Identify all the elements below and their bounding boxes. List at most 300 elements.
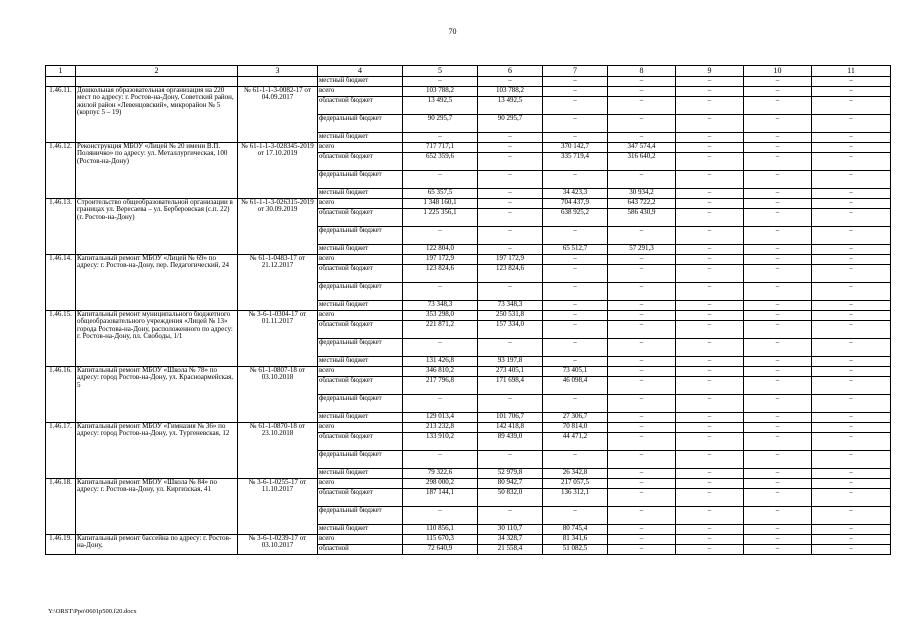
value-cell: –	[744, 357, 812, 367]
value-cell: 643 722,2	[608, 199, 676, 209]
value-cell: –	[812, 469, 891, 479]
table-row	[46, 255, 891, 265]
budget-table	[45, 65, 891, 555]
source-cell: областной бюджет	[318, 97, 403, 115]
table-row	[46, 143, 891, 153]
value-cell: –	[744, 171, 812, 189]
value-cell: –	[676, 97, 744, 115]
value-cell: –	[812, 143, 891, 153]
value-cell: –	[608, 115, 676, 133]
value-cell: –	[812, 433, 891, 451]
value-cell: –	[744, 339, 812, 357]
header-row	[46, 66, 891, 77]
value-cell: –	[478, 209, 543, 227]
value-cell: 30 110,7	[478, 525, 543, 535]
source-cell: федеральный бюджет	[318, 115, 403, 133]
value-cell: –	[676, 357, 744, 367]
value-cell: –	[608, 265, 676, 283]
value-cell: –	[812, 377, 891, 395]
value-cell: 157 334,0	[478, 321, 543, 339]
col-header: 5	[403, 66, 478, 77]
value-cell: –	[543, 115, 608, 133]
value-cell: –	[676, 377, 744, 395]
value-cell: –	[676, 535, 744, 545]
value-cell: –	[812, 357, 891, 367]
value-cell: –	[812, 199, 891, 209]
value-cell: –	[608, 535, 676, 545]
value-cell: –	[403, 339, 478, 357]
value-cell: –	[812, 339, 891, 357]
value-cell: –	[676, 255, 744, 265]
value-cell: –	[478, 451, 543, 469]
value-cell: –	[676, 265, 744, 283]
item-document: № 3-6-1-0255-17 от 11.10.2017	[238, 479, 318, 535]
item-document: № 3-6-1-0304-17 от 01.11.2017	[238, 311, 318, 367]
value-cell: –	[812, 535, 891, 545]
value-cell: 1 225 356,1	[403, 209, 478, 227]
value-cell: 717 717,1	[403, 143, 478, 153]
value-cell: –	[608, 545, 676, 555]
value-cell: 73 348,3	[403, 301, 478, 311]
value-cell: –	[812, 245, 891, 255]
value-cell: –	[812, 395, 891, 413]
value-cell: 217 057,5	[543, 479, 608, 489]
value-cell: –	[608, 433, 676, 451]
value-cell: –	[744, 545, 812, 555]
item-description: Капитальный ремонт МБОУ «Гимназия № 36» по адресу: город Ростов-на-Дону, ул. Тургеневская, 12	[76, 423, 238, 479]
value-cell: –	[676, 489, 744, 507]
value-cell: –	[744, 189, 812, 199]
source-cell: всего	[318, 423, 403, 433]
value-cell: –	[478, 189, 543, 199]
table-row	[46, 423, 891, 433]
value-cell: –	[676, 545, 744, 555]
value-cell: –	[676, 525, 744, 535]
source-cell: федеральный бюджет	[318, 171, 403, 189]
source-cell: всего	[318, 199, 403, 209]
value-cell: –	[744, 451, 812, 469]
value-cell: 129 013,4	[403, 413, 478, 423]
source-cell: местный бюджет	[318, 413, 403, 423]
table-row	[46, 311, 891, 321]
value-cell: 57 291,3	[608, 245, 676, 255]
source-cell: областной бюджет	[318, 321, 403, 339]
item-description: Реконструкция МБОУ «Лицей № 20 имени В.П. Поляничко» по адресу: ул. Металлургическая, 100 (Ростов-на-Дону)	[76, 143, 238, 199]
value-cell: 46 098,4	[543, 377, 608, 395]
source-cell: местный бюджет	[318, 133, 403, 143]
item-number: 1.46.16.	[46, 367, 76, 423]
item-document: № 61-1-1-3-026315-2019 от 30.09.2019	[238, 199, 318, 255]
value-cell: –	[744, 97, 812, 115]
value-cell: –	[543, 87, 608, 97]
value-cell: –	[812, 451, 891, 469]
value-cell: 335 719,4	[543, 153, 608, 171]
value-cell: –	[812, 171, 891, 189]
value-cell: 273 405,1	[478, 367, 543, 377]
value-cell: 65 357,5	[403, 189, 478, 199]
value-cell: 197 172,9	[478, 255, 543, 265]
value-cell: –	[676, 507, 744, 525]
value-cell: –	[608, 311, 676, 321]
value-cell: –	[403, 133, 478, 143]
value-cell: –	[676, 227, 744, 245]
value-cell: 122 804,0	[403, 245, 478, 255]
value-cell: –	[676, 311, 744, 321]
value-cell: 133 910,2	[403, 433, 478, 451]
value-cell: –	[676, 189, 744, 199]
value-cell: 44 471,2	[543, 433, 608, 451]
col-header: 6	[478, 66, 543, 77]
value-cell: –	[744, 301, 812, 311]
value-cell: 652 359,6	[403, 153, 478, 171]
source-cell: областной бюджет	[318, 377, 403, 395]
source-cell: местный бюджет	[318, 525, 403, 535]
page-number: 70	[448, 27, 457, 36]
value-cell: 26 342,8	[543, 469, 608, 479]
value-cell: 298 000,2	[403, 479, 478, 489]
value-cell: 101 706,7	[478, 413, 543, 423]
item-number: 1.46.19.	[46, 535, 76, 555]
value-cell: –	[812, 311, 891, 321]
source-cell: местный бюджет	[318, 357, 403, 367]
source-cell: всего	[318, 311, 403, 321]
value-cell: –	[608, 87, 676, 97]
value-cell: –	[812, 321, 891, 339]
source-cell: всего	[318, 367, 403, 377]
item-description: Капитальный ремонт бассейна по адресу: г. Ростов-на-Дону,	[76, 535, 238, 555]
item-number: 1.46.11.	[46, 87, 76, 143]
value-cell: 704 437,9	[543, 199, 608, 209]
value-cell: 65 512,7	[543, 245, 608, 255]
value-cell: –	[478, 507, 543, 525]
value-cell: –	[478, 227, 543, 245]
value-cell: –	[608, 301, 676, 311]
source-cell: федеральный бюджет	[318, 395, 403, 413]
value-cell: –	[676, 115, 744, 133]
value-cell: –	[676, 469, 744, 479]
value-cell: 187 144,1	[403, 489, 478, 507]
value-cell: –	[543, 77, 608, 87]
value-cell: 21 558,4	[478, 545, 543, 555]
value-cell: –	[543, 321, 608, 339]
value-cell: –	[608, 377, 676, 395]
value-cell: –	[608, 423, 676, 433]
value-cell: –	[744, 87, 812, 97]
value-cell: –	[543, 133, 608, 143]
value-cell: –	[608, 479, 676, 489]
col-header: 10	[744, 66, 812, 77]
value-cell: 51 082,5	[543, 545, 608, 555]
value-cell: 370 142,7	[543, 143, 608, 153]
value-cell: –	[744, 489, 812, 507]
value-cell: –	[676, 479, 744, 489]
value-cell: –	[812, 413, 891, 423]
value-cell: –	[812, 255, 891, 265]
value-cell: –	[676, 209, 744, 227]
value-cell: –	[812, 209, 891, 227]
value-cell: 131 426,8	[403, 357, 478, 367]
value-cell: –	[812, 423, 891, 433]
col-header: 2	[76, 66, 238, 77]
value-cell: 80 745,4	[543, 525, 608, 535]
value-cell: –	[478, 143, 543, 153]
value-cell: 34 328,7	[478, 535, 543, 545]
value-cell: –	[608, 77, 676, 87]
value-cell: –	[478, 153, 543, 171]
value-cell: –	[812, 265, 891, 283]
value-cell: –	[744, 255, 812, 265]
value-cell: 73 405,1	[543, 367, 608, 377]
value-cell: –	[812, 479, 891, 489]
source-cell: областной бюджет	[318, 209, 403, 227]
value-cell: –	[478, 283, 543, 301]
value-cell: –	[812, 153, 891, 171]
value-cell: –	[812, 545, 891, 555]
value-cell: –	[478, 245, 543, 255]
value-cell: –	[403, 283, 478, 301]
value-cell: 27 306,7	[543, 413, 608, 423]
source-cell: местный бюджет	[318, 469, 403, 479]
value-cell: –	[744, 245, 812, 255]
value-cell: –	[403, 395, 478, 413]
value-cell: –	[812, 283, 891, 301]
value-cell: –	[812, 97, 891, 115]
value-cell: –	[744, 525, 812, 535]
value-cell: –	[543, 357, 608, 367]
source-cell: всего	[318, 143, 403, 153]
value-cell: –	[543, 507, 608, 525]
value-cell: 34 423,3	[543, 189, 608, 199]
value-cell: –	[744, 199, 812, 209]
value-cell: –	[812, 301, 891, 311]
value-cell: 217 796,8	[403, 377, 478, 395]
value-cell: 1 348 160,1	[403, 199, 478, 209]
value-cell: 197 172,9	[403, 255, 478, 265]
value-cell: –	[478, 395, 543, 413]
source-cell: областной бюджет	[318, 153, 403, 171]
value-cell: –	[608, 339, 676, 357]
value-cell: –	[676, 283, 744, 301]
value-cell: –	[744, 227, 812, 245]
value-cell: 90 295,7	[478, 115, 543, 133]
value-cell: –	[608, 525, 676, 535]
table-row	[46, 77, 891, 87]
value-cell: –	[744, 209, 812, 227]
value-cell: –	[676, 367, 744, 377]
value-cell: –	[543, 227, 608, 245]
value-cell: –	[744, 535, 812, 545]
value-cell: –	[812, 227, 891, 245]
value-cell: –	[676, 301, 744, 311]
item-number: 1.46.15.	[46, 311, 76, 367]
source-cell: местный бюджет	[318, 245, 403, 255]
value-cell: 353 298,0	[403, 311, 478, 321]
value-cell: 316 640,2	[608, 153, 676, 171]
value-cell: –	[744, 367, 812, 377]
value-cell: –	[608, 489, 676, 507]
source-cell: федеральный бюджет	[318, 451, 403, 469]
value-cell: –	[608, 367, 676, 377]
value-cell: –	[744, 395, 812, 413]
value-cell: 79 322,6	[403, 469, 478, 479]
source-cell: областной бюджет	[318, 433, 403, 451]
item-number: 1.46.14.	[46, 255, 76, 311]
item-description: Капитальный ремонт МБОУ «Лицей № 69» по адресу: г. Ростов-на-Дону, пер. Педагогический, 24	[76, 255, 238, 311]
table-row	[46, 479, 891, 489]
value-cell: –	[676, 143, 744, 153]
value-cell: –	[744, 311, 812, 321]
col-header: 7	[543, 66, 608, 77]
value-cell: –	[608, 171, 676, 189]
item-number: 1.46.13.	[46, 199, 76, 255]
table-row	[46, 87, 891, 97]
value-cell: –	[608, 97, 676, 115]
value-cell: –	[744, 143, 812, 153]
value-cell: –	[608, 507, 676, 525]
value-cell: –	[608, 255, 676, 265]
item-description: Капитальный ремонт МБОУ «Школа № 84» по адресу: г. Ростов-на-Дону, ул. Киргизская, 41	[76, 479, 238, 535]
value-cell: –	[543, 283, 608, 301]
value-cell: –	[543, 339, 608, 357]
value-cell: 586 430,9	[608, 209, 676, 227]
value-cell: –	[478, 339, 543, 357]
value-cell: 70 814,0	[543, 423, 608, 433]
source-cell: всего	[318, 255, 403, 265]
value-cell: 52 979,8	[478, 469, 543, 479]
value-cell: –	[676, 133, 744, 143]
item-number: 1.46.17.	[46, 423, 76, 479]
value-cell: 346 810,2	[403, 367, 478, 377]
value-cell: 72 640,9	[403, 545, 478, 555]
item-description: Дошкольная образовательная организация на 220 мест по адресу: г. Ростов-на-Дону, Советский район, жилой район «Левенцовский», микрорайон № 5 (корпус 5 – 19)	[76, 87, 238, 143]
table-row	[46, 535, 891, 545]
item-document: № 61-1-0870-18 от 23.10.2018	[238, 423, 318, 479]
footer-path: Y:\ORST\Ppo\0601p500.f20.docx	[48, 608, 137, 615]
source-cell: местный бюджет	[318, 189, 403, 199]
value-cell: –	[403, 451, 478, 469]
value-cell: –	[812, 115, 891, 133]
col-header: 8	[608, 66, 676, 77]
value-cell: 73 348,3	[478, 301, 543, 311]
value-cell: 142 418,8	[478, 423, 543, 433]
value-cell: 115 670,3	[403, 535, 478, 545]
value-cell: –	[676, 171, 744, 189]
value-cell: –	[608, 469, 676, 479]
item-document: № 61-1-1-3-028345-2019 от 17.10.2019	[238, 143, 318, 199]
value-cell: –	[812, 525, 891, 535]
item-number: 1.46.12.	[46, 143, 76, 199]
source-cell: областной бюджет	[318, 489, 403, 507]
value-cell: –	[676, 153, 744, 171]
value-cell: –	[403, 171, 478, 189]
value-cell: –	[608, 395, 676, 413]
source-cell: местный бюджет	[318, 77, 403, 87]
value-cell: –	[812, 87, 891, 97]
value-cell: 171 698,4	[478, 377, 543, 395]
source-cell: федеральный бюджет	[318, 283, 403, 301]
value-cell: –	[478, 171, 543, 189]
value-cell: –	[608, 357, 676, 367]
source-cell: всего	[318, 479, 403, 489]
value-cell: 347 574,4	[608, 143, 676, 153]
value-cell: –	[812, 507, 891, 525]
value-cell: –	[744, 507, 812, 525]
source-cell: федеральный бюджет	[318, 339, 403, 357]
value-cell: –	[744, 265, 812, 283]
value-cell: 250 531,8	[478, 311, 543, 321]
value-cell: –	[676, 87, 744, 97]
col-header: 3	[238, 66, 318, 77]
value-cell: –	[744, 153, 812, 171]
value-cell: 93 197,8	[478, 357, 543, 367]
value-cell: 213 232,8	[403, 423, 478, 433]
value-cell: –	[676, 433, 744, 451]
value-cell: –	[676, 245, 744, 255]
value-cell: –	[744, 115, 812, 133]
col-header: 9	[676, 66, 744, 77]
value-cell: –	[812, 489, 891, 507]
value-cell: –	[543, 255, 608, 265]
item-description: Капитальный ремонт муниципального бюджетного общеобразовательного учреждения «Лицей № 13» города Ростова-на-Дону, расположенного по адресу: г. Ростов-на-Дону, пл. Свободы, 1/1	[76, 311, 238, 367]
value-cell: –	[478, 77, 543, 87]
value-cell: –	[744, 77, 812, 87]
value-cell: 123 824,6	[478, 265, 543, 283]
value-cell: –	[608, 413, 676, 423]
value-cell: 136 312,1	[543, 489, 608, 507]
value-cell: –	[403, 77, 478, 87]
col-header: 11	[812, 66, 891, 77]
value-cell: –	[543, 171, 608, 189]
value-cell: 110 856,1	[403, 525, 478, 535]
value-cell: 81 341,6	[543, 535, 608, 545]
value-cell: 30 934,2	[608, 189, 676, 199]
value-cell: –	[676, 413, 744, 423]
value-cell: –	[608, 451, 676, 469]
value-cell: –	[744, 469, 812, 479]
value-cell: 90 295,7	[403, 115, 478, 133]
value-cell: 89 439,0	[478, 433, 543, 451]
source-cell: областной	[318, 545, 403, 555]
value-cell: –	[744, 423, 812, 433]
value-cell: 123 824,6	[403, 265, 478, 283]
value-cell: 638 925,2	[543, 209, 608, 227]
source-cell: областной бюджет	[318, 265, 403, 283]
value-cell: –	[403, 507, 478, 525]
value-cell: –	[744, 133, 812, 143]
value-cell: –	[812, 367, 891, 377]
source-cell: местный бюджет	[318, 301, 403, 311]
value-cell: –	[676, 423, 744, 433]
item-document: № 61-1-1-3-0082-17 от 04.09.2017	[238, 87, 318, 143]
col-header: 4	[318, 66, 403, 77]
value-cell: 80 942,7	[478, 479, 543, 489]
value-cell: 221 871,2	[403, 321, 478, 339]
item-description: Капитальный ремонт МБОУ «Школа № 78» по адресу: город Ростов-на-Дону, ул. Красноармейская, 5	[76, 367, 238, 423]
item-document: № 3-6-1-0239-17 от 03.10.2017	[238, 535, 318, 555]
value-cell: –	[676, 321, 744, 339]
value-cell: –	[608, 283, 676, 301]
value-cell: –	[543, 395, 608, 413]
value-cell: –	[608, 133, 676, 143]
value-cell: –	[403, 227, 478, 245]
value-cell: –	[543, 311, 608, 321]
col-header: 1	[46, 66, 76, 77]
source-cell: всего	[318, 87, 403, 97]
value-cell: –	[543, 97, 608, 115]
source-cell: всего	[318, 535, 403, 545]
source-cell: федеральный бюджет	[318, 227, 403, 245]
value-cell: 50 832,0	[478, 489, 543, 507]
